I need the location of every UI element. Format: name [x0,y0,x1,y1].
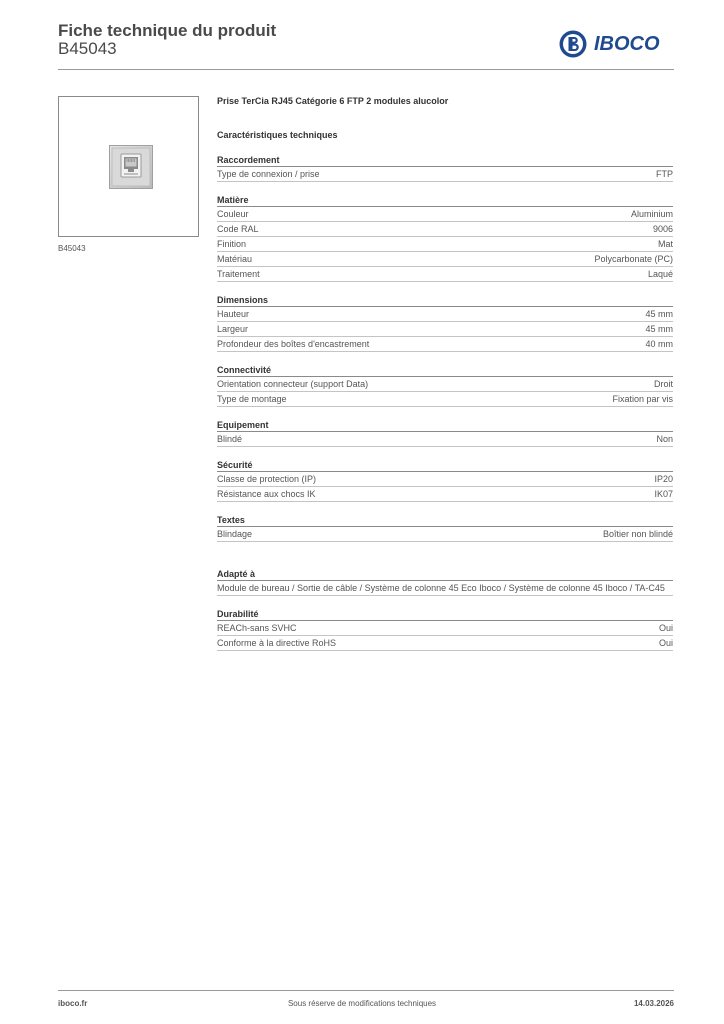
image-caption: B45043 [58,244,86,253]
section-title: Connectivité [217,364,673,377]
spec-label: Hauteur [217,309,250,319]
iboco-logo-icon [558,29,588,59]
compatible-with-text: Module de bureau / Sortie de câble / Système de colonne 45 Eco Iboco / Système de colonne 45 Iboco / TA-C45 [217,581,673,596]
section-title: Matière [217,194,673,207]
spec-label: Blindé [217,434,243,444]
spec-value: 40 mm [645,339,673,349]
spec-row [217,621,673,636]
logo-text: IBOCO [594,32,660,55]
spec-title: Caractéristiques techniques [217,130,338,140]
spec-row [217,237,673,252]
section-title: Raccordement [217,154,673,167]
spec-section [217,364,673,407]
header-divider [58,69,674,70]
spec-label: Orientation connecteur (support Data) [217,379,369,389]
spec-value: 45 mm [645,309,673,319]
footer-disclaimer: Sous réserve de modifications techniques [287,999,437,1008]
spec-value: 45 mm [645,324,673,334]
spec-label: Type de montage [217,394,287,404]
spec-row [217,472,673,487]
spec-label: Conforme à la directive RoHS [217,638,337,648]
product-reference: B45043 [58,39,117,58]
spec-sections [217,154,673,542]
spec-row [217,322,673,337]
section-gap [217,554,673,568]
rj45-socket-image [109,145,153,189]
spec-section [217,514,673,542]
spec-value: Fixation par vis [612,394,673,404]
spec-row [217,337,673,352]
document-title: Fiche technique du produit [58,21,277,40]
footer-website: iboco.fr [58,999,88,1008]
spec-label: Type de connexion / prise [217,169,320,179]
section-title: Textes [217,514,673,527]
spec-row [217,392,673,407]
spec-label: Couleur [217,209,249,219]
spec-section [217,294,673,352]
spec-row [217,207,673,222]
section-title: Equipement [217,419,673,432]
spec-row [217,307,673,322]
spec-value: FTP [656,169,673,179]
spec-section [217,154,673,182]
spec-value: Oui [658,623,673,633]
product-image-frame [58,96,199,237]
spec-row [217,432,673,447]
spec-value: Aluminium [630,209,673,219]
section-adapte [217,568,673,596]
spec-value: IP20 [654,474,673,484]
spec-content [217,95,673,663]
spec-label: Code RAL [217,224,259,234]
spec-row [217,252,673,267]
spec-label: Largeur [217,324,249,334]
spec-value: Mat [657,239,673,249]
brand-logo [558,29,674,59]
spec-label: Traitement [217,269,260,279]
spec-row [217,636,673,651]
spec-row [217,377,673,392]
spec-section [217,419,673,447]
spec-label: Blindage [217,529,253,539]
section-title: Durabilité [217,608,673,621]
spec-row [217,527,673,542]
spec-label: Profondeur des boîtes d'encastrement [217,339,370,349]
spec-value: Oui [658,638,673,648]
spec-value: 9006 [652,224,673,234]
section-title: Dimensions [217,294,673,307]
footer-date: 14.03.2026 [633,999,674,1008]
spec-label: Résistance aux chocs IK [217,489,316,499]
spec-row [217,222,673,237]
spec-value: Polycarbonate (PC) [594,254,673,264]
section-title: Sécurité [217,459,673,472]
spec-section [217,459,673,502]
footer-divider [58,990,674,991]
spec-value: Boîtier non blindé [602,529,673,539]
section-title: Adapté à [217,568,673,581]
spec-label: Matériau [217,254,253,264]
spec-value: Droit [653,379,673,389]
spec-value: Non [656,434,673,444]
spec-value: Laqué [647,269,673,279]
spec-row [217,487,673,502]
spec-row [217,167,673,182]
product-name: Prise TerCia RJ45 Catégorie 6 FTP 2 modules alucolor [217,96,449,106]
spec-row [217,267,673,282]
spec-section [217,194,673,282]
spec-label: REACh-sans SVHC [217,623,297,633]
spec-label: Classe de protection (IP) [217,474,317,484]
spec-value: IK07 [654,489,673,499]
section-durabilite [217,608,673,651]
spec-label: Finition [217,239,247,249]
